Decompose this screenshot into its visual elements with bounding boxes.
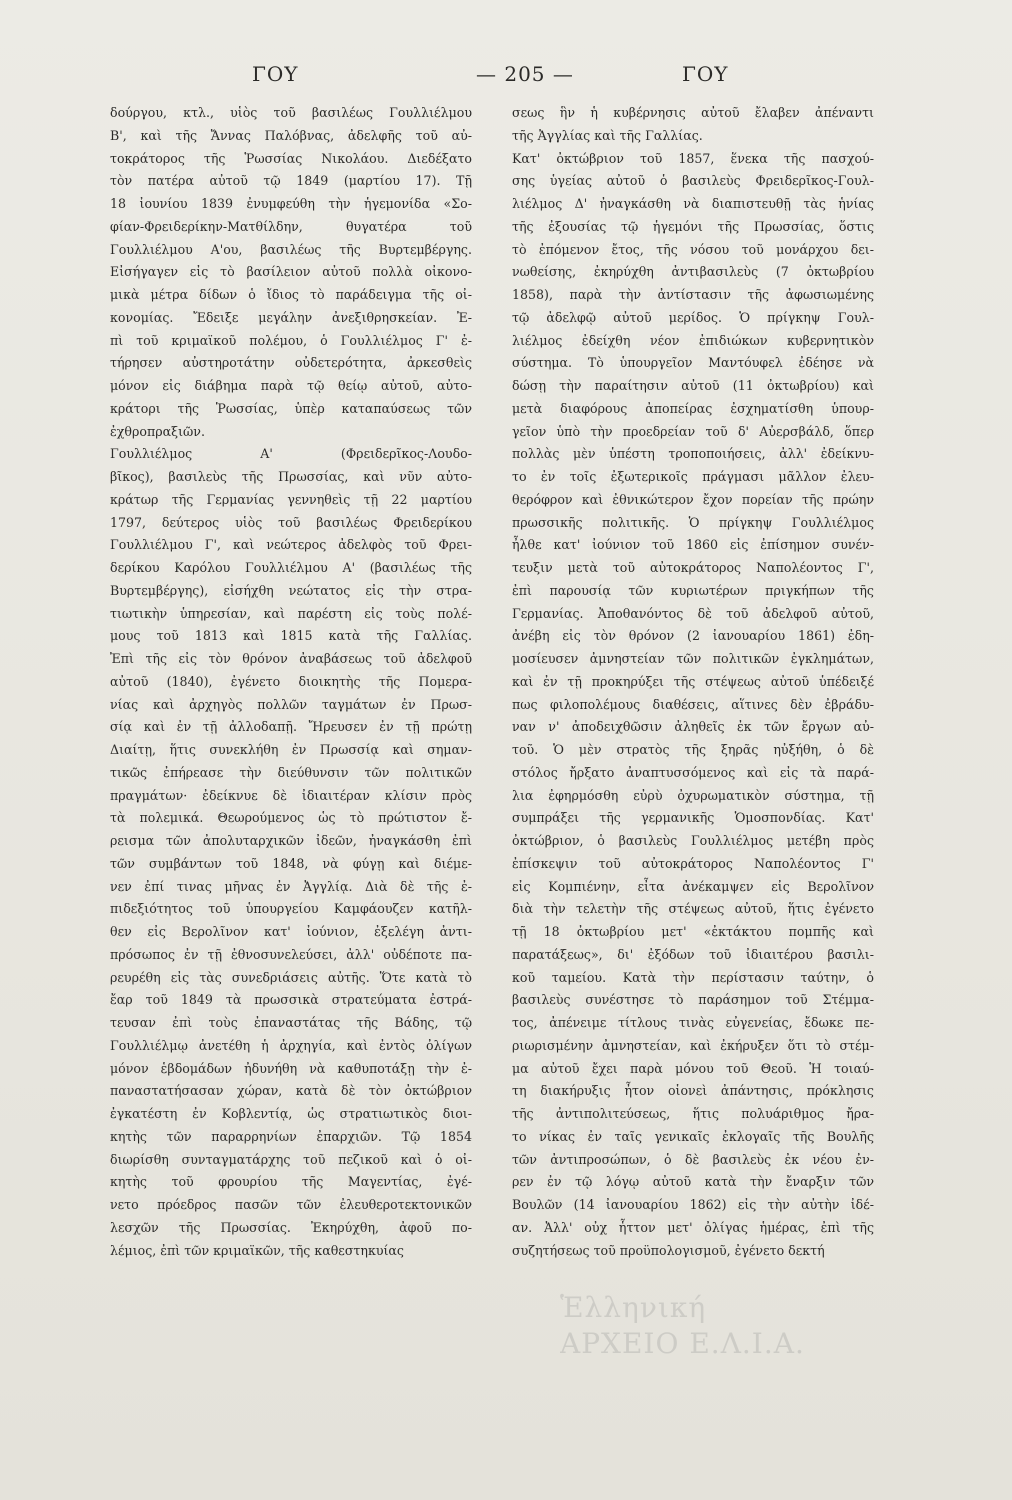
text-line: ἐπὶ παρουσίᾳ τῶν κυριωτέρων πριγκήπων τῆς [512,582,874,598]
text-line: τῆς Ἀγγλίας καὶ τῆς Γαλλίας. [512,127,703,143]
text-line: σύστημα. Τὸ ὑπουργεῖον Μαντόυφελ ἐδέησε νὰ [512,355,874,371]
text-line: τῶν συμβάντων τοῦ 1848, νὰ φύγῃ καὶ διέμε- [110,855,472,871]
text-line: τοῦ. Ὁ μὲν στρατὸς τῆς ξηρᾶς ηὐξήθη, ὁ δὲ [512,742,874,757]
text-line: ἔαρ τοῦ 1849 τὰ πρωσσικὰ στρατεύματα ἐστρά- [110,992,472,1008]
text-line: ρευρέθη εἰς τὰς συνεδριάσεις αὐτῆς. Ὅτε κατὰ τὸ [110,969,472,985]
text-line: Βουλῶν (14 ἰανουαρίου 1862) εἰς τὴν αὐτὴν ἰδέ- [512,1197,874,1212]
text-line: τῷ ἀδελφῷ αὐτοῦ μερίδος. Ὁ πρίγκηψ Γουλ- [512,309,874,325]
text-line: ἐχθροπραξιῶν. [110,423,205,439]
text-line: τευσαν ἐπὶ τοὺς ἐπαναστάτας τῆς Βάδης, τῷ [110,1015,472,1030]
text-line: Διαίτῃ, ἥτις συνεκλήθη ἐν Πρωσσίᾳ καὶ σημαν- [110,742,472,757]
text-line: Γερμανίας. Ἀποθανόντος δὲ τοῦ ἀδελφοῦ αὐτοῦ, [512,605,874,621]
text-line: κητὴς τοῦ φρουρίου τῆς Μαγεντίας, ἐγέ- [110,1174,472,1190]
text-line: διωρίσθη συνταγματάρχης τοῦ πεζικοῦ καὶ ὁ οἰ- [110,1151,472,1167]
page-number: — 205 — [476,62,574,86]
text-line: καὶ ἐν τῇ προκηρύξει τῆς στέψεως αὐτοῦ ὑπέδειξέ [512,673,874,689]
text-line: μοσίευσεν ἀμνηστείαν τῶν πολιτικῶν ἐγκλημάτων, [512,651,874,666]
text-line: λεσχῶν τῆς Πρωσσίας. Ἐκηρύχθη, ἀφοῦ πο- [110,1219,472,1235]
text-line: Κατ' ὀκτώβριον τοῦ 1857, ἕνεκα τῆς πασχού- [512,150,874,166]
text-line: Γουλλιέλμῳ ἀνετέθη ἡ ἀρχηγία, καὶ ἐντὸς ὀλίγων [110,1037,472,1053]
text-line: πρόσωπος ἐν τῇ ἐθνοσυνελεύσει, ἀλλ' οὐδέποτε πα- [110,946,472,962]
text-line: μετὰ διαφόρους ἀποπείρας ἐσχηματίσθη ὑπουρ- [512,400,874,416]
text-line: μικὰ μέτρα δίδων ὁ ἴδιος τὸ παράδειγμα τῆς οἰ- [110,287,472,302]
text-line: ρεν ἐν τῷ λόγῳ αὐτοῦ κατὰ τὴν ἔναρξιν τῶν [512,1174,874,1190]
text-line: παρατάξεως», δι' ἐξόδων τοῦ ἰδιαιτέρου βασιλι- [512,946,874,962]
text-line: εἰς Κομπιένην, εἶτα ἀνέκαμψεν εἰς Βερολῖνον [512,878,874,894]
text-line: μους τοῦ 1813 καὶ 1815 κατὰ τῆς Γαλλίας. [110,628,472,644]
text-line: Ἐπὶ τῆς εἰς τὸν θρόνον ἀναβάσεως τοῦ ἀδελφοῦ [110,651,472,666]
text-line: λιέλμος Δ' ἠναγκάσθη νὰ διαπιστευθῇ τὰς ἡνίας [512,196,874,211]
text-line: τῆς ἀντιπολιτεύσεως, ἥτις πολυάριθμος ἤρα- [512,1106,874,1121]
text-line: τευξιν μετὰ τοῦ αὐτοκράτορος Ναπολέοντος Γ', [512,560,874,575]
text-line: δώσῃ τὴν παραίτησιν αὐτοῦ (11 ὀκτωβρίου) καὶ [512,378,874,393]
text-line: διὰ τὴν τελετὴν τῆς στέψεως αὐτοῦ, ἥτις ἐγένετο [512,901,874,917]
text-line: ἐπίσκεψιν τοῦ αὐτοκράτορος Ναπολέοντος Γ' [512,855,874,871]
text-line: μόνον εἰς διάβημα παρὰ τῷ θείῳ αὐτοῦ, αὐτο- [110,378,472,393]
text-line: κράτορι τῆς Ῥωσσίας, ὑπὲρ καταπαύσεως τῶν [110,400,472,416]
text-line: βῖκος), βασιλεὺς τῆς Πρωσσίας, καὶ νῦν αὐτο- [110,469,472,484]
text-line: τος, ἀπένειμε τίτλους τινὰς εὐγενείας, ἔδωκε πε- [512,1015,874,1030]
text-line: Γουλλιέλμου Γ', καὶ νεώτερος ἀδελφὸς τοῦ Φρει- [110,537,472,553]
text-line: κονομίας. Ἔδειξε μεγάλην ἀνεξιθρησκείαν. Ἐ- [110,309,472,325]
text-line: τήρησεν αὐστηροτάτην οὐδετερότητα, ἀρκεσθεὶς [110,355,472,371]
text-line: λια ἐφηρμόσθη εὐρὺ ὀχυρωματικὸν σύστημα, τῇ [512,787,874,803]
right-column [512,102,874,1262]
text-line: τικῶς ἐπήρεασε τὴν διεύθυνσιν τῶν πολιτικῶν [110,764,472,780]
text-line: ἀνέβη εἰς τὸν θρόνον (2 ἰανουαρίου 1861) ἐδη- [512,628,874,644]
text-line: σεως ἣν ἡ κυβέρνησις αὐτοῦ ἔλαβεν ἀπέναντι [512,105,874,120]
text-line: 1858), παρὰ τὴν ἀντίστασιν τῆς ἀφωσιωμένης [512,287,874,302]
watermark-line: ΑΡΧΕΙΟ Ε.Λ.Ι.Α. [560,1327,805,1360]
text-line: κητὴς τῶν παραρρηνίων ἐπαρχιῶν. Τῷ 1854 [110,1128,472,1144]
text-line: στόλος ἤρξατο ἀναπτυσσόμενος καὶ εἰς τὰ παρά- [512,764,874,780]
text-line: Εἰσήγαγεν εἰς τὸ βασίλειον αὐτοῦ πολλὰ οἰκονο- [110,264,472,280]
text-line: λέμιος, ἐπὶ τῶν κριμαϊκῶν, τῆς καθεστηκυίας [110,1242,404,1258]
text-line: πολλὰς μὲν ὑπέστη τροποποιήσεις, ἀλλ' ἐδείκνυ- [512,446,874,462]
running-head-left: ΓΟΥ [252,62,299,86]
page-header [100,62,920,98]
archive-watermark [560,1290,940,1430]
text-line: ναν ν' ἀποδειχθῶσιν ἀληθεῖς ἐκ τῶν ἔργων αὐ- [512,719,874,735]
text-line: νωθείσης, ἐκηρύχθη ἀντιβασιλεὺς (7 ὀκτωβρίου [512,264,874,280]
text-line: νεν ἐπί τινας μῆνας ἐν Ἀγγλίᾳ. Διὰ δὲ τῆς ἐ- [110,878,472,894]
text-line: ριωρισμένην ἀμνηστείαν, καὶ ἐκήρυξεν ὅτι τὸ στέμ- [512,1037,874,1053]
text-line: μόνον ἑβδομάδων ἠδυνήθη νὰ καθυποτάξῃ τὴν ἐ- [110,1060,472,1076]
text-line: δερίκου Καρόλου Γουλλιέλμου Α' (βασιλέως τῆς [110,560,472,575]
text-line: τιωτικὴν ὑπηρεσίαν, καὶ παρέστη εἰς τοὺς πολέ- [110,605,472,621]
text-line: φίαν-Φρειδερίκην-Ματθίλδην, θυγατέρα τοῦ [110,218,472,234]
text-line: τῆς ἐξουσίας τῷ ἡγεμόνι τῆς Πρωσσίας, ὅστις [512,218,874,234]
text-line: λιέλμος ἐδείχθη νέον ἐπιδιώκων κυβερνητικὸν [512,332,874,348]
text-line: τῇ 18 ὀκτωβρίου μετ' «ἐκτάκτου πομπῆς καὶ [512,924,874,939]
text-line: θερόφρον καὶ ἐθνικώτερον ἔχον πορείαν τῆς πρώην [512,491,874,507]
text-line: συζητήσεως τοῦ προϋπολογισμοῦ, ἐγένετο δεκτή [512,1242,825,1258]
text-line: συμπράξει τῆς γερμανικῆς Ὁμοσπονδίας. Κατ' [512,810,874,826]
text-line: τοκράτορος τῆς Ῥωσσίας Νικολάου. Διεδέξατο [110,150,472,166]
text-line: 1797, δεύτερος υἱὸς τοῦ βασιλέως Φρειδερίκου [110,514,472,530]
text-line: Γουλλιέλμου Α'ου, βασιλέως τῆς Βυρτεμβέργης. [110,241,472,257]
text-line: ἐγκατέστη ἐν Κοβλεντίᾳ, ὡς στρατιωτικὸς διοι- [110,1106,472,1121]
text-line: κοῦ ταμείου. Κατὰ τὴν περίστασιν ταύτην, ὁ [512,969,874,985]
text-line: Β', καὶ τῆς Ἄννας Παλόβνας, ἀδελφῆς τοῦ αὐ- [110,127,472,143]
text-line: πιδεξιότητος τοῦ ὑπουργείου Καμφάουζεν κατῆλ- [110,901,472,917]
text-line: πὶ τοῦ κριμαϊκοῦ πολέμου, ὁ Γουλλιέλμος Γ' ἐ- [110,332,472,348]
text-line: πως φιλοπολέμους διαθέσεις, αἵτινες δὲν ἐβράδυ- [512,696,874,712]
text-line: τὸν πατέρα αὐτοῦ τῷ 1849 (μαρτίου 17). Τῇ [110,173,472,189]
text-line: σης ὑγείας αὐτοῦ ὁ βασιλεὺς Φρειδερῖκος-Γουλ- [512,173,874,189]
text-line: δούργου, κτλ., υἱὸς τοῦ βασιλέως Γουλλιέλμου [110,105,472,120]
text-line: θεν εἰς Βερολῖνον κατ' ἰούνιον, ἐξελέγη ἀντι- [110,924,472,939]
text-line: σίᾳ καὶ ἐν τῇ ἀλλοδαπῇ. Ἤρευσεν ἐν τῇ πρώτῃ [110,719,472,735]
text-line: μα αὐτοῦ ἔχει παρὰ μόνου τοῦ Θεοῦ. Ἡ τοιαύ- [512,1060,874,1076]
text-line: το νίκας ἐν ταῖς γενικαῖς ἐκλογαῖς τῆς Βουλῆς [512,1128,874,1144]
text-line: βασιλεὺς συνέστησε τὸ παράσημον τοῦ Στέμμα- [512,992,874,1008]
text-line: τῶν ἀντιπροσώπων, ὁ δὲ βασιλεὺς ἐκ νέου ἐν- [512,1151,874,1167]
text-line: πραγμάτων· ἐδείκνυε δὲ ἰδιαιτέραν κλίσιν πρὸς [110,787,472,803]
text-line: ἦλθε κατ' ἰούνιον τοῦ 1860 εἰς ἐπίσημον συνέν- [512,537,874,553]
text-line: αὐτοῦ (1840), ἐγένετο διοικητὴς τῆς Πομερα- [110,673,472,689]
text-line: γεῖον ὑπὸ τὴν προεδρείαν τοῦ δ' Αὐερσβάλδ, ὅπερ [512,423,874,439]
text-line: κράτωρ τῆς Γερμανίας γεννηθεὶς τῇ 22 μαρτίου [110,491,472,507]
text-line: παναστατήσασαν χώραν, κατὰ δὲ τὸν ὀκτώβριον [110,1083,472,1099]
text-line: νίας καὶ ἀρχηγὸς πολλῶν ταγμάτων ἐν Πρωσ- [110,696,472,712]
left-column [110,102,472,1262]
text-line: 18 ἰουνίου 1839 ἐνυμφεύθη τὴν ἡγεμονίδα «Σο- [110,196,472,211]
text-line: αν. Ἀλλ' οὐχ ἧττον μετ' ὀλίγας ἡμέρας, ἐπὶ τῆς [512,1219,874,1235]
text-line: πρωσσικῆς πολιτικῆς. Ὁ πρίγκηψ Γουλλιέλμος [512,514,874,530]
watermark-line: Ἑλληνική [560,1291,707,1324]
text-line: ὀκτώβριον, ὁ βασιλεὺς Γουλλιέλμος μετέβη πρὸς [512,833,874,848]
text-line: Γουλλιέλμος Α' (Φρειδερῖκος-Λουδο- [110,446,472,462]
text-line: τὰ πολεμικά. Θεωρούμενος ὡς τὸ πρώτιστον ἔ- [110,810,472,826]
running-head-right: ΓΟΥ [682,62,729,86]
text-line: τὸ ἐπόμενον ἔτος, τῆς νόσου τοῦ μονάρχου δει- [512,241,874,257]
text-line: ρεισμα τῶν ἀπολυταρχικῶν ἰδεῶν, ἠναγκάσθη ἐπὶ [110,833,472,848]
text-line: το ἐν τοῖς ἐξωτερικοῖς πράγμασι μᾶλλον ἐλευ- [512,469,874,484]
text-line: τη διακήρυξις ἦτον οἱονεὶ ἀπάντησις, πρόκλησις [512,1083,874,1099]
text-line: νετο πρόεδρος πασῶν τῶν ἐλευθεροτεκτονικῶν [110,1197,472,1212]
text-line: Βυρτεμβέργης), εἰσήχθη νεώτατος εἰς τὴν στρα- [110,582,472,598]
